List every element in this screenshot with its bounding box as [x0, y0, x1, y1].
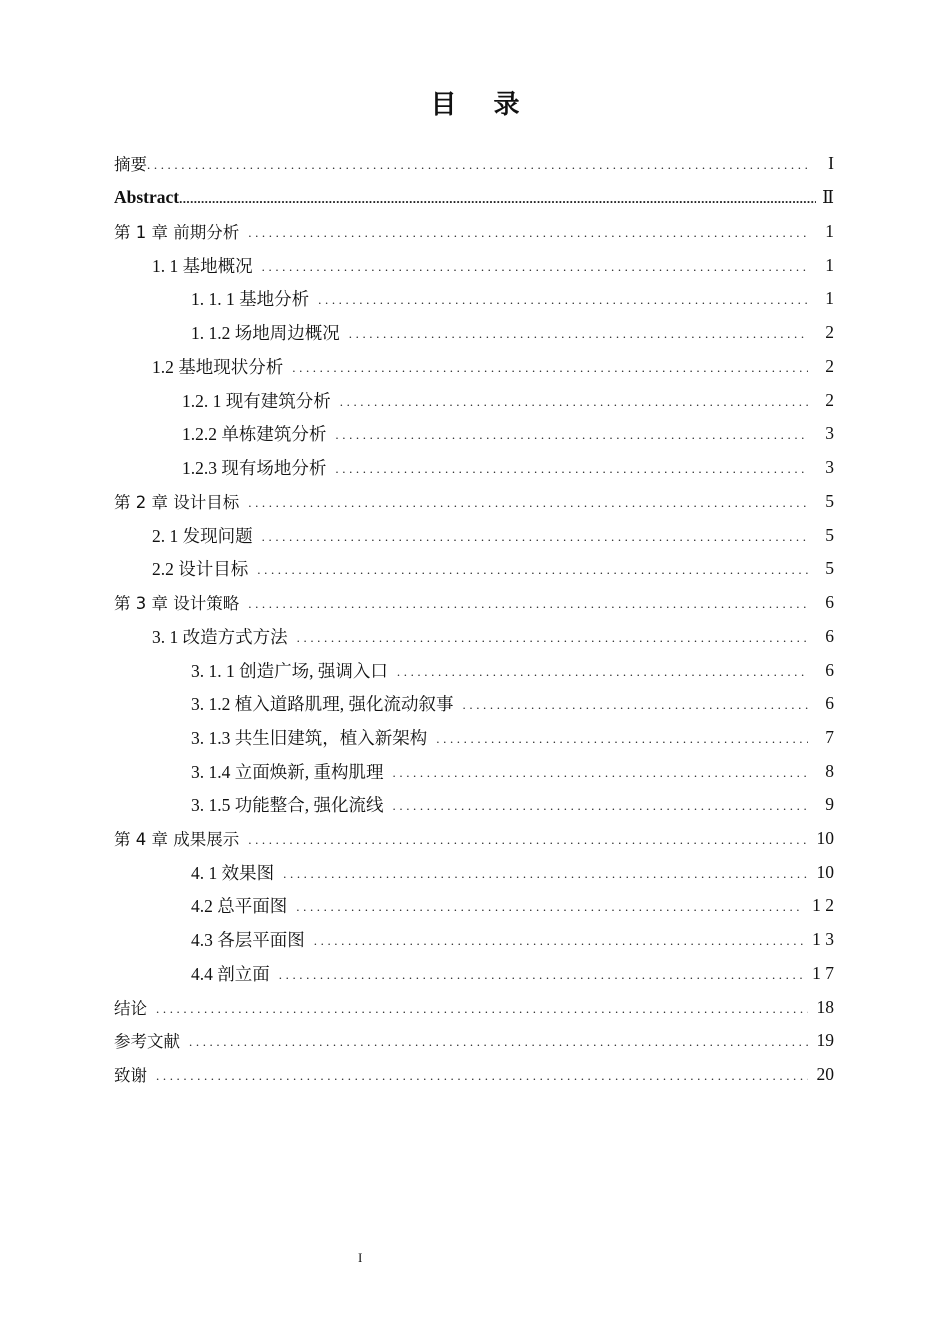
- toc-entry-page: 1: [825, 287, 834, 308]
- toc-entry-3-1-2[interactable]: [191, 686, 834, 720]
- dot-leader: [156, 997, 808, 1017]
- dot-leader: [340, 390, 808, 410]
- dot-leader: [147, 153, 808, 173]
- toc-entry-page: 6: [825, 625, 834, 646]
- toc-entry-references[interactable]: [114, 1023, 834, 1057]
- dot-leader: [436, 727, 808, 747]
- dot-leader: [262, 255, 808, 275]
- dot-leader: [248, 592, 808, 612]
- toc-entry-label: 2. 1 发现问题: [152, 525, 253, 546]
- toc-entry-chapter-3[interactable]: [114, 585, 834, 619]
- toc-entry-4-2[interactable]: [191, 888, 834, 922]
- dot-leader: [335, 457, 808, 477]
- toc-entry-label: 4.3 各层平面图: [191, 929, 305, 950]
- dot-leader: [463, 693, 809, 713]
- toc-entry-3-1-4[interactable]: [191, 754, 834, 788]
- dot-leader: [279, 963, 804, 983]
- toc-entry-page: 7: [825, 726, 834, 747]
- dot-leader: [179, 187, 816, 207]
- toc-entry-label: 1.2.2 单栋建筑分析: [182, 423, 327, 444]
- toc-entry-chapter-1[interactable]: [114, 214, 834, 248]
- dot-leader: [262, 525, 808, 545]
- toc-entry-page: 6: [825, 659, 834, 680]
- toc-entry-label: 1.2 基地现状分析: [152, 356, 284, 377]
- toc-entry-page: 20: [816, 1063, 834, 1084]
- toc-entry-label: 4.2 总平面图: [191, 895, 288, 916]
- toc-entry-2-2[interactable]: [152, 551, 834, 585]
- dot-leader: [283, 862, 808, 882]
- toc-entry-page: 1 7: [812, 962, 834, 983]
- dot-leader: [257, 558, 808, 578]
- dot-leader: [297, 626, 808, 646]
- toc-entry-label: 2.2 设计目标: [152, 558, 249, 579]
- toc-entry-page: 9: [825, 793, 834, 814]
- toc-entry-label: 结论: [114, 999, 147, 1018]
- toc-entry-label: 3. 1.5 功能整合, 强化流线: [191, 794, 384, 815]
- toc-entry-label: 参考文献: [114, 1032, 180, 1051]
- toc-entry-label: 4. 1 效果图: [191, 862, 275, 883]
- toc-entry-acknowledgements[interactable]: [114, 1057, 834, 1091]
- toc-entry-page: I: [828, 152, 834, 173]
- toc-entry-label: 3. 1 改造方式方法: [152, 626, 288, 647]
- toc-entry-2-1[interactable]: [152, 518, 834, 552]
- toc-entry-page: 1: [825, 220, 834, 241]
- page-title: 目 录: [430, 90, 534, 120]
- toc-entry-chapter-2[interactable]: [114, 484, 834, 518]
- toc-entry-label: 1.2.3 现有场地分析: [182, 457, 327, 478]
- toc-entry-label: 1.2. 1 现有建筑分析: [182, 390, 331, 411]
- dot-leader: [156, 1064, 808, 1084]
- toc-entry-conclusion[interactable]: [114, 990, 834, 1024]
- dot-leader: [393, 794, 809, 814]
- toc-entry-page: 3: [825, 422, 834, 443]
- toc-entry-3-1-3[interactable]: [191, 720, 834, 754]
- dot-leader: [335, 423, 808, 443]
- toc-entry-3-1[interactable]: [152, 619, 834, 653]
- toc-entry-label: 4.4 剖立面: [191, 963, 270, 984]
- toc-entry-label: 3. 1.2 植入道路肌理, 强化流动叙事: [191, 693, 454, 714]
- toc-entry-page: 19: [816, 1029, 834, 1050]
- dot-leader: [318, 288, 808, 308]
- toc-entry-1-2[interactable]: [152, 349, 834, 383]
- toc-entry-page: Ⅱ: [822, 186, 834, 207]
- toc-entry-page: 2: [825, 321, 834, 342]
- toc-entry-label: 3. 1. 1 创造广场, 强调入口: [191, 660, 388, 681]
- toc-entry-4-1[interactable]: [191, 855, 834, 889]
- toc-entry-label: 3. 1.4 立面焕新, 重构肌理: [191, 761, 384, 782]
- toc-entry-page: 2: [825, 355, 834, 376]
- toc-entry-label: 摘要: [114, 155, 147, 174]
- toc-entry-label: 1. 1.2 场地周边概况: [191, 322, 340, 343]
- page-number-footer: I: [358, 1250, 363, 1265]
- toc-entry-page: 1 3: [812, 928, 834, 949]
- toc-entry-1-1[interactable]: [152, 248, 834, 282]
- toc-entry-label: 第 2 章 设计目标: [114, 493, 240, 512]
- dot-leader: [248, 221, 808, 241]
- toc-entry-page: 5: [825, 524, 834, 545]
- toc-entry-label: 致谢: [114, 1066, 147, 1085]
- toc-entry-page: 6: [825, 692, 834, 713]
- dot-leader: [314, 929, 804, 949]
- toc-entry-1-1-2[interactable]: [191, 315, 834, 349]
- toc-entry-page: 3: [825, 456, 834, 477]
- dot-leader: [296, 895, 804, 915]
- toc-entry-chapter-4[interactable]: [114, 821, 834, 855]
- dot-leader: [393, 761, 809, 781]
- toc-entry-label: Abstract: [114, 186, 180, 207]
- toc-entry-3-1-5[interactable]: [191, 787, 834, 821]
- toc-entry-page: 8: [825, 760, 834, 781]
- toc-entry-1-1-1[interactable]: [191, 281, 834, 315]
- toc-entry-label: 第 1 章 前期分析: [114, 223, 240, 242]
- toc-entry-label: 1. 1. 1 基地分析: [191, 288, 310, 309]
- toc-entry-page: 1 2: [812, 894, 834, 915]
- toc-entry-3-1-1[interactable]: [191, 653, 834, 687]
- toc-entry-4-3[interactable]: [191, 922, 834, 956]
- toc-entry-1-2-1[interactable]: [182, 383, 834, 417]
- toc-entry-page: 10: [816, 861, 834, 882]
- toc-entry-label: 3. 1.3 共生旧建筑，植入新架构: [191, 727, 428, 748]
- toc-entry-label: 第 4 章 成果展示: [114, 830, 240, 849]
- toc-entry-page: 2: [825, 389, 834, 410]
- toc-entry-1-2-3[interactable]: [182, 450, 834, 484]
- dot-leader: [292, 356, 808, 376]
- dot-leader: [248, 828, 808, 848]
- toc-entry-page: 5: [825, 490, 834, 511]
- toc-entry-page: 10: [816, 827, 834, 848]
- dot-leader: [349, 322, 808, 342]
- dot-leader: [397, 660, 808, 680]
- toc-entry-abstract-cn[interactable]: [114, 146, 834, 180]
- dot-leader: [189, 1030, 808, 1050]
- toc-entry-page: 18: [816, 996, 834, 1017]
- toc-entry-1-2-2[interactable]: [182, 416, 834, 450]
- toc-entry-page: 6: [825, 591, 834, 612]
- toc-entry-page: 5: [825, 557, 834, 578]
- toc-entry-label: 第 3 章 设计策略: [114, 594, 240, 613]
- toc-entry-4-4[interactable]: [191, 956, 834, 990]
- dot-leader: [248, 491, 808, 511]
- toc-entry-page: 1: [825, 254, 834, 275]
- toc-entry-abstract-en[interactable]: [114, 180, 834, 214]
- toc-entry-label: 1. 1 基地概况: [152, 255, 253, 276]
